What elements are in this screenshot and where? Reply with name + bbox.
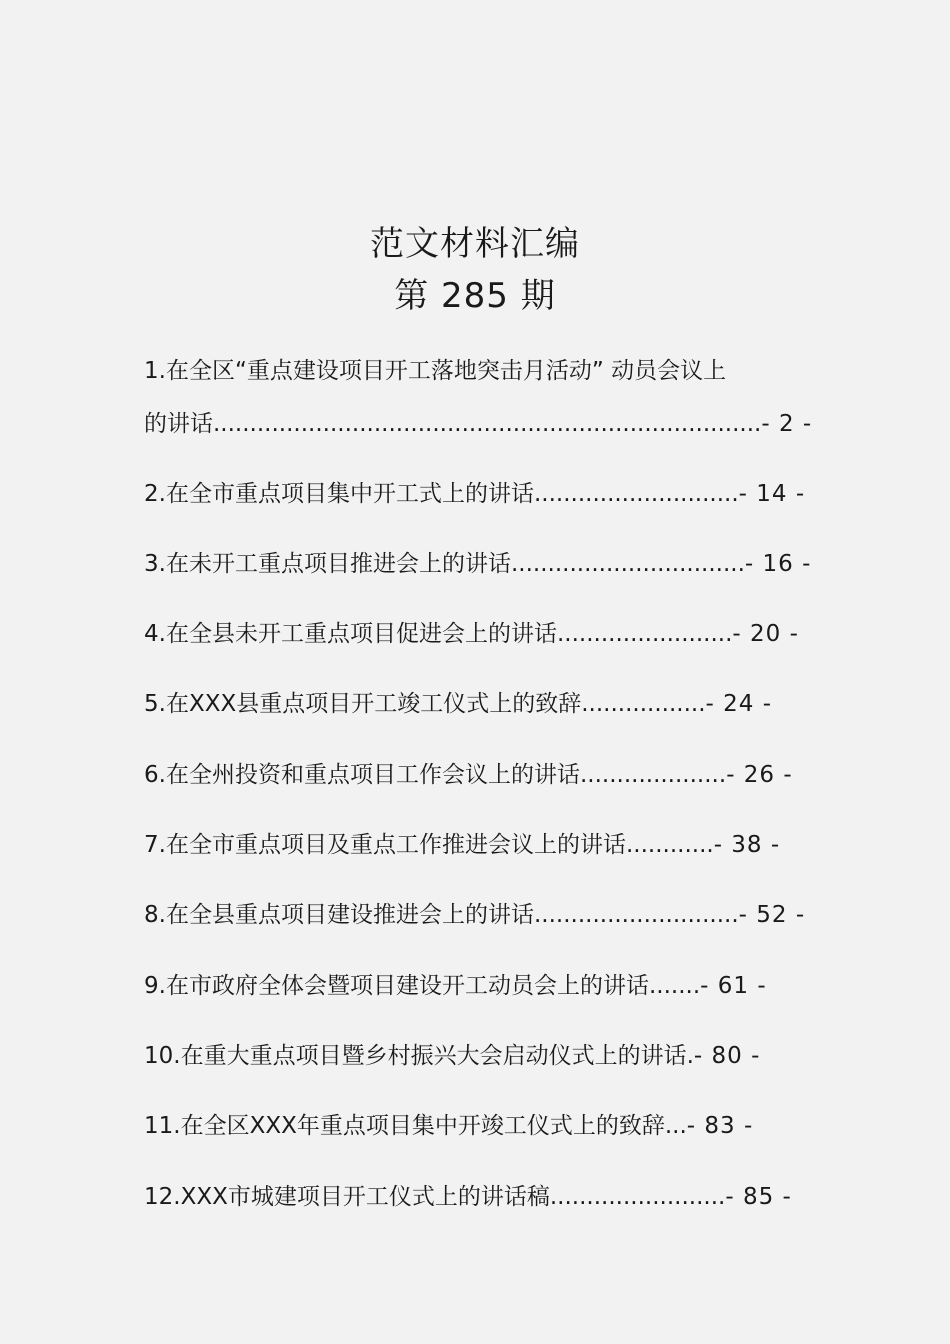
toc-entry-1[interactable] <box>144 356 812 439</box>
toc-page-number: - 61 - <box>700 973 767 999</box>
toc-leader-dots: ............................ <box>533 902 739 928</box>
toc-page-number: - 20 - <box>732 621 799 647</box>
toc-entry-title: 2.在全市重点项目集中开工式上的讲话 <box>144 481 534 507</box>
toc-leader-dots: ................. <box>581 691 706 717</box>
toc-entry-2[interactable] <box>144 479 805 509</box>
toc-entry-title: 8.在全县重点项目建设推进会上的讲话 <box>144 902 534 928</box>
toc-entry-title: 9.在市政府全体会暨项目建设开工动员会上的讲话 <box>144 973 649 999</box>
toc-entry-9[interactable] <box>144 971 767 1001</box>
toc-entry-11[interactable] <box>144 1111 753 1141</box>
toc-entry-title: 的讲话 <box>144 411 213 437</box>
document-title: 范文材料汇编 <box>370 224 580 264</box>
toc-page-number: - 26 - <box>726 762 793 788</box>
toc-entry-title: 5.在XXX县重点项目开工竣工仪式上的致辞 <box>144 691 582 717</box>
toc-entry-title: 10.在重大重点项目暨乡村振兴大会启动仪式上的讲话 <box>144 1043 687 1069</box>
toc-page-number: - 2 - <box>761 411 813 437</box>
toc-entry-title: 3.在未开工重点项目推进会上的讲话 <box>144 551 511 577</box>
toc-leader-dots: ................................ <box>510 551 745 577</box>
issue-number: 第 285 期 <box>394 276 556 316</box>
toc-leader-dots: . <box>686 1043 694 1069</box>
toc-entry-8[interactable] <box>144 900 805 930</box>
toc-leader-dots: ... <box>664 1113 687 1139</box>
toc-page-number: - 52 - <box>738 902 806 928</box>
toc-page-number: - 83 - <box>686 1113 754 1139</box>
toc-leader-dots: ............................ <box>533 481 739 507</box>
toc-entry-3[interactable] <box>144 549 811 579</box>
toc-page-number: - 24 - <box>705 691 773 717</box>
toc-entry-6[interactable] <box>144 760 793 790</box>
toc-entry-title-line1: 1.在全区“重点建设项目开工落地突击月活动” 动员会议上 <box>144 358 727 384</box>
toc-page-number: - 38 - <box>713 832 781 858</box>
toc-leader-dots: ........................ <box>556 621 733 647</box>
toc-page-number: - 16 - <box>744 551 812 577</box>
toc-entry-title: 6.在全州投资和重点项目工作会议上的讲话 <box>144 762 580 788</box>
toc-page-number: - 14 - <box>738 481 806 507</box>
toc-entry-5[interactable] <box>144 689 772 719</box>
toc-entry-title: 12.XXX市城建项目开工仪式上的讲话稿 <box>144 1184 550 1210</box>
toc-leader-dots: ....... <box>648 973 701 999</box>
toc-entry-title: 11.在全区XXX年重点项目集中开竣工仪式上的致辞 <box>144 1113 665 1139</box>
toc-leader-dots: ............ <box>625 832 714 858</box>
toc-page-number: - 80 - <box>693 1043 761 1069</box>
toc-page-number: - 85 - <box>725 1184 792 1210</box>
toc-entry-7[interactable] <box>144 830 780 860</box>
toc-leader-dots: ........................ <box>549 1184 726 1210</box>
toc-entry-title: 4.在全县未开工重点项目促进会上的讲话 <box>144 621 557 647</box>
toc-leader-dots: ........................................................................... <box>213 411 762 437</box>
toc-entry-4[interactable] <box>144 619 799 649</box>
toc-leader-dots: .................... <box>579 762 727 788</box>
toc-entry-12[interactable] <box>144 1182 792 1212</box>
toc-entry-title: 7.在全市重点项目及重点工作推进会议上的讲话 <box>144 832 626 858</box>
toc-entry-10[interactable] <box>144 1041 760 1071</box>
